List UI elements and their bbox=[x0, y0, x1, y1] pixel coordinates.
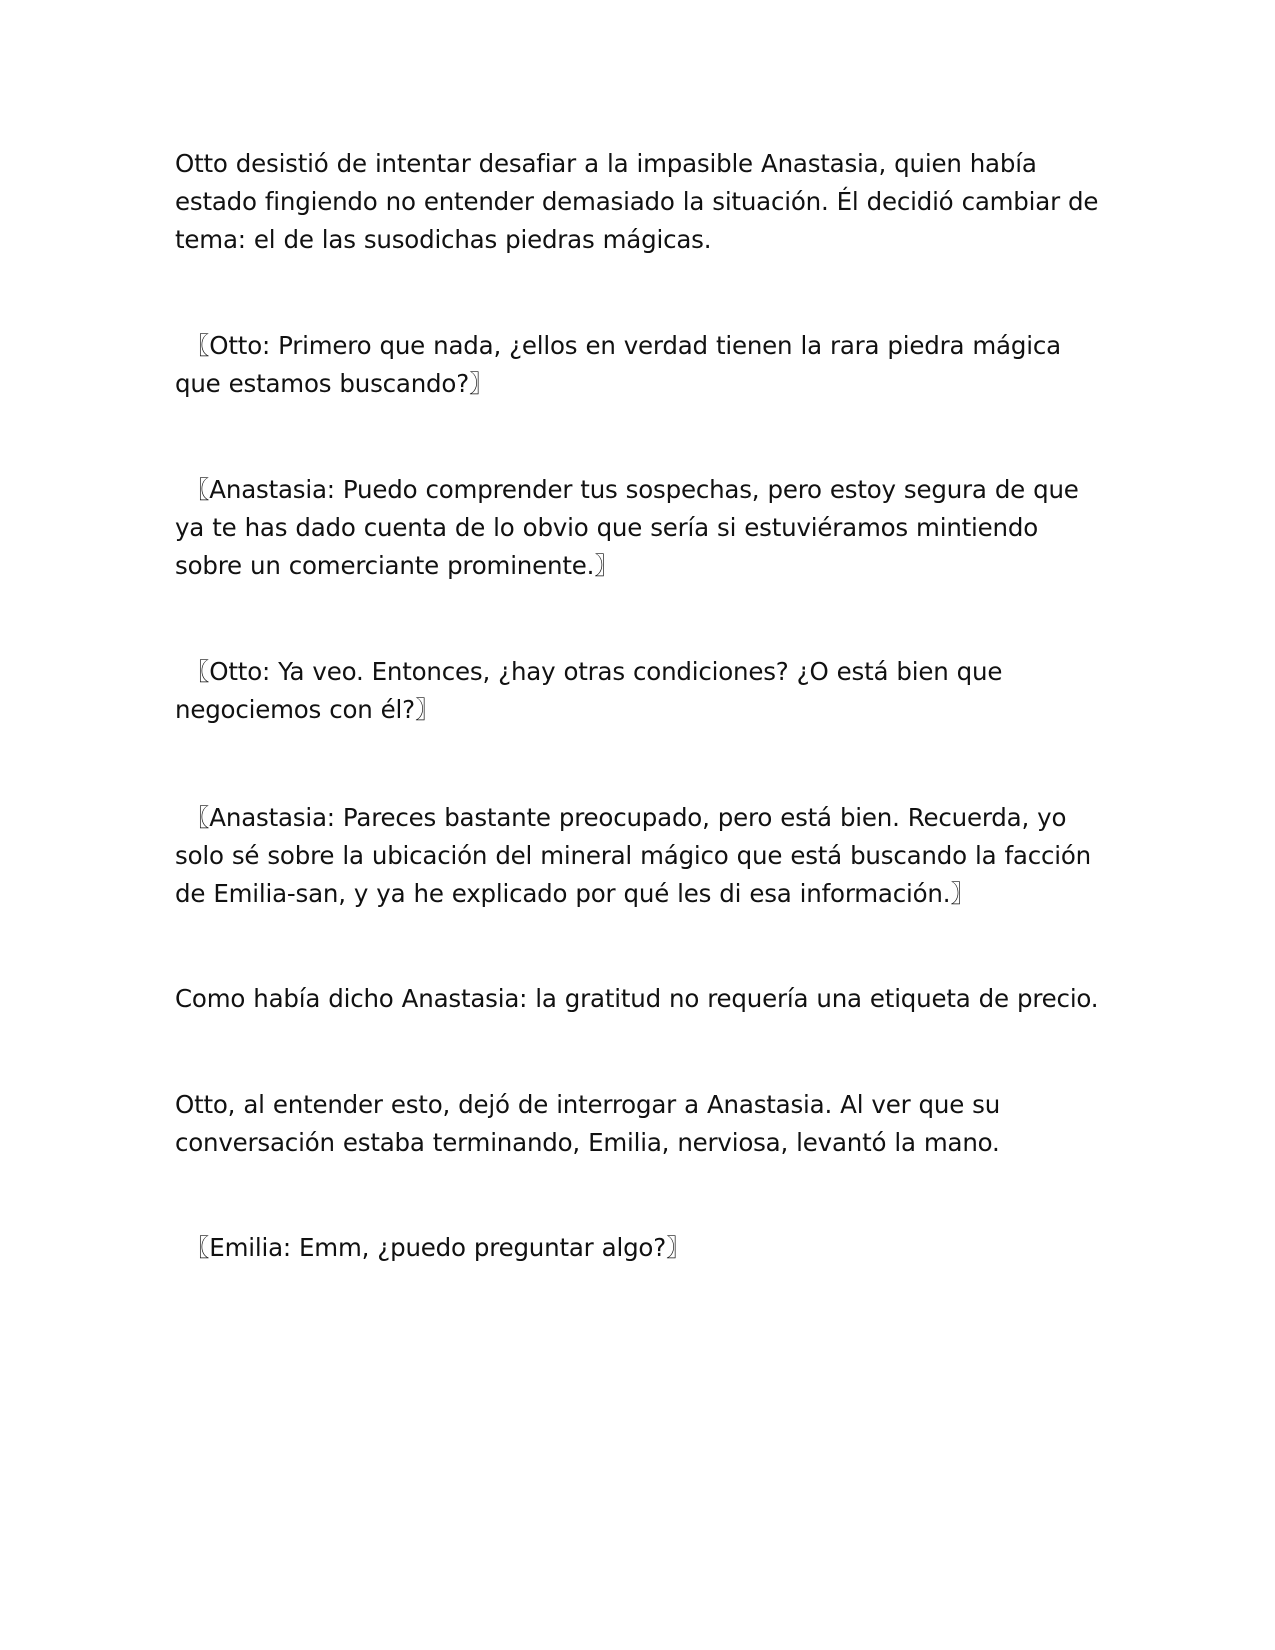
paragraph-dialogue-anastasia-2: 〖Anastasia: Pareces bastante preocupado, pero está bien. Recuerda, yo solo sé sobre la ubicación del mineral mágico que está buscando la facción de Emilia-san, y ya he explicado por qué les di esa información.〗 bbox=[175, 803, 1091, 908]
paragraph-narration-1: Otto desistió de intentar desafiar a la impasible Anastasia, quien había estado fingiendo no entender demasiado la situación. Él decidió cambiar de tema: el de las susodichas piedras mágicas. bbox=[175, 149, 1099, 254]
paragraph-narration-2: Como había dicho Anastasia: la gratitud no requería una etiqueta de precio. bbox=[175, 984, 1099, 1013]
paragraph-dialogue-otto-2: 〖Otto: Ya veo. Entonces, ¿hay otras condiciones? ¿O está bien que negociemos con él?〗 bbox=[175, 657, 1003, 724]
paragraph-dialogue-anastasia-1: 〖Anastasia: Puedo comprender tus sospechas, pero estoy segura de que ya te has dado cuenta de lo obvio que sería si estuviéramos mintiendo sobre un comerciante prominente.〗 bbox=[175, 475, 1079, 580]
paragraph-dialogue-otto-1: 〖Otto: Primero que nada, ¿ellos en verdad tienen la rara piedra mágica que estamos buscando?〗 bbox=[175, 331, 1061, 398]
paragraph-narration-3: Otto, al entender esto, dejó de interrogar a Anastasia. Al ver que su conversación estaba terminando, Emilia, nerviosa, levantó la mano. bbox=[175, 1090, 1001, 1157]
paragraph-dialogue-emilia-1: 〖Emilia: Emm, ¿puedo preguntar algo?〗 bbox=[185, 1233, 691, 1262]
